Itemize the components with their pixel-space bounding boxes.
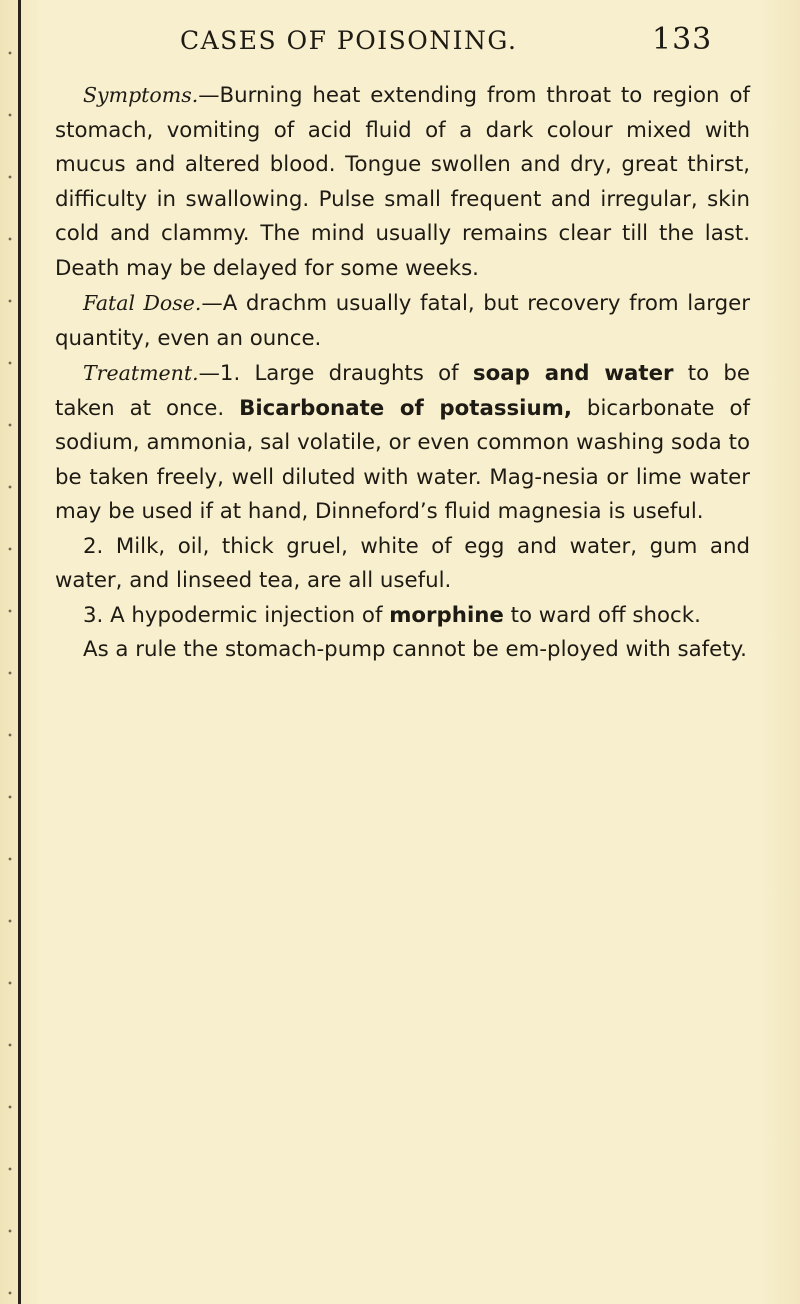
symptoms-heading: Symptoms. [83,83,199,107]
fatal-dose-text: —A drachm usually fatal, but recovery from larger quantity, even an ounce. [55,291,751,351]
running-header [55,22,755,66]
binding-edge-marks [6,0,14,1304]
item-2-paragraph [55,530,750,599]
binding-edge [18,0,21,1304]
item-2-text: 2. Milk, oil, thick gruel, white of egg and water, gum and water, and linseed tea, are all useful. [55,533,750,593]
soap-and-water-term: soap and water [472,361,674,386]
symptoms-paragraph [55,78,750,286]
page-body [55,78,750,668]
stomach-pump-text: As a rule the stomach-pump cannot be em-ployed with safety. [83,637,747,662]
item-3-before: 3. A hypodermic injection of [83,602,390,628]
chapter-title: CASES OF POISONING. [180,26,518,55]
symptoms-text: —Burning heat extending from throat to region of stomach, vomiting of acid fluid of a dark colour mixed with mucus and altered blood. Tongue swollen and dry, great thirst, difficulty in swallowing. Pulse small frequent and irregular, skin cold and clammy. The mind usually remains clear till the last. Death may be delayed for some weeks. [55,83,750,281]
fatal-dose-paragraph [55,286,750,356]
morphine-term: morphine [389,602,504,628]
treatment-paragraph [55,356,750,530]
treatment-intro: —1. Large draughts of [198,361,473,386]
item-3-paragraph [55,599,750,634]
fatal-dose-heading: Fatal Dose. [83,291,202,315]
treatment-mid: to be taken at once. [55,361,751,421]
treatment-heading: Treatment. [83,361,199,385]
item-3-after: to ward off shock. [503,602,701,628]
bicarbonate-term: Bicarbonate of potassium, [239,395,572,421]
stomach-pump-paragraph [55,633,750,668]
treatment-rest: bicarbonate of sodium, ammonia, sal volatile, or even common washing soda to be taken freely, well diluted with water. Mag-nesia or lime water may be used if at hand, Dinneford’s fluid magnesia is useful. [55,395,750,524]
page-number: 133 [652,22,713,57]
